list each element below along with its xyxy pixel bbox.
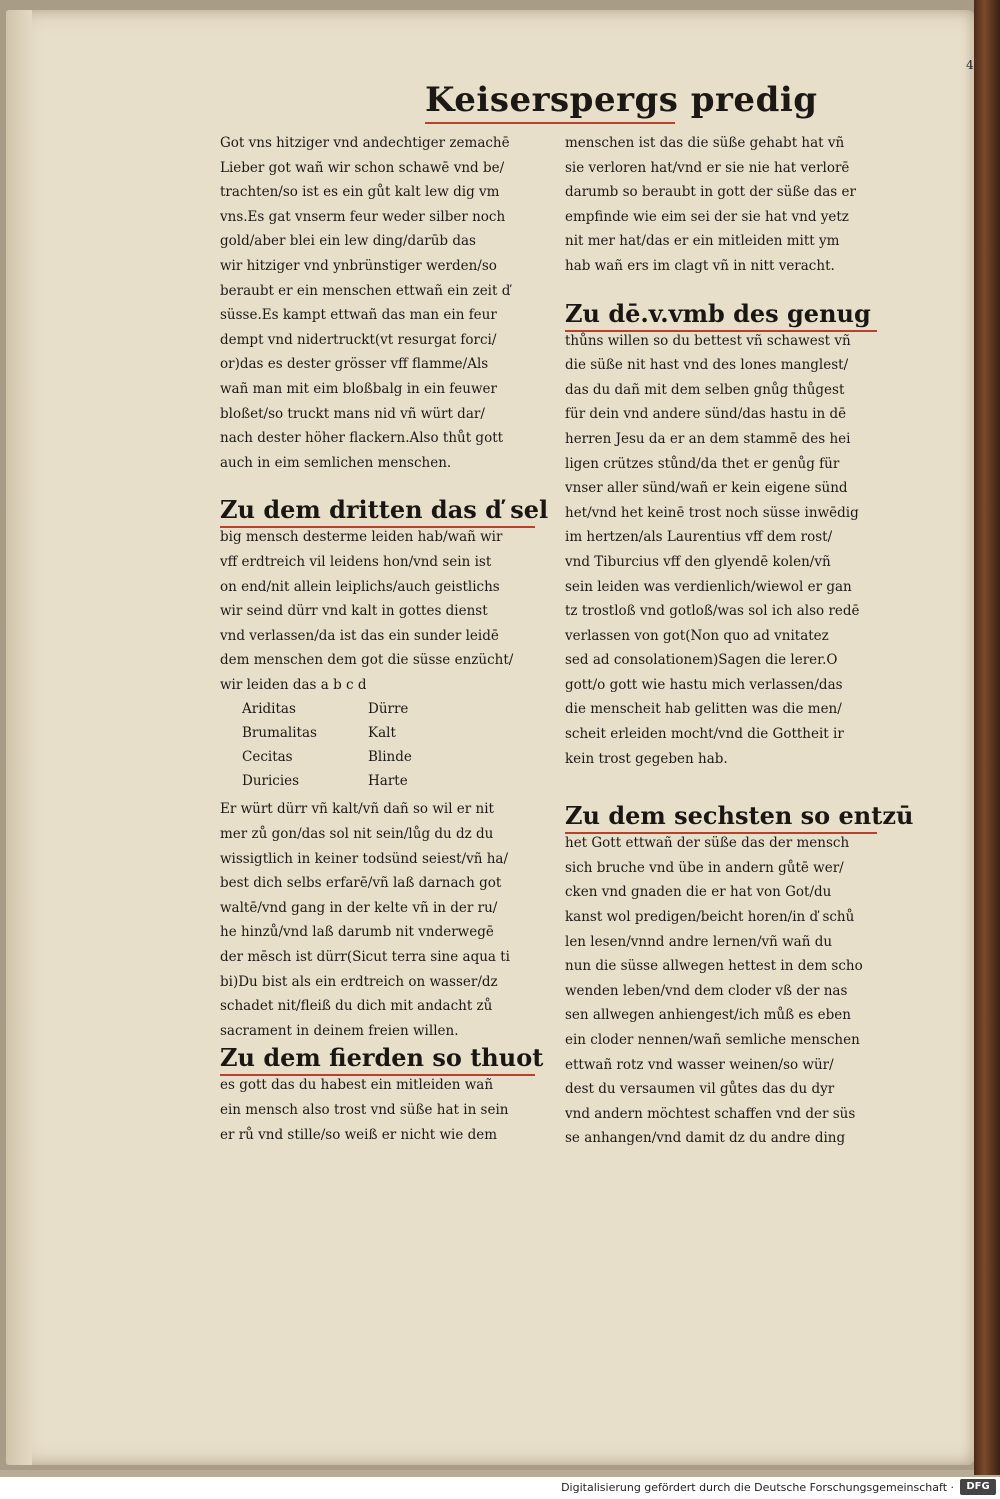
text-line: die süße nit hast vnd des lones manglest/ [565,357,849,374]
text-line: es gott das du habest ein mitleiden wañ [220,1077,494,1094]
text-line: hab wañ ers im clagt vñ in nitt veracht. [565,257,835,274]
text-line: on end/nit allein leiplichs/auch geistlichs [220,578,500,595]
left-block-3 [220,797,545,1043]
text-line: das du dañ mit dem selben gnůg thůgest [565,381,845,398]
text-line: big mensch desterme leiden hab/wañ wir [220,529,503,546]
text-line: ein mensch also trost vnd süße hat in sein [220,1102,509,1118]
left-block-1 [220,131,545,475]
right-block-3 [565,831,887,1151]
table-row [220,697,545,721]
text-line: Got vns hitziger vnd andechtiger zemachē [220,135,510,151]
german-term: Harte [368,773,408,790]
text-line: empfinde wie eim sei der sie hat vnd yetz [565,208,849,225]
heading-fourth: Zu dem fierden so thuot [220,1043,544,1073]
german-term: Kalt [368,725,396,742]
text-line: sacrament in deinem freien willen. [220,1022,459,1039]
text-line: ligen crützes stůnd/da thet er genůg für [565,455,840,472]
text-line: sein leiden was verdienlich/wiewol er gan [565,578,852,595]
text-line: sed ad consolationem)Sagen die lerer.O [565,652,838,669]
text-line: trachten/so ist es ein gůt kalt lew dig vm [220,184,500,201]
text-line: sen allwegen anhiengest/ich můß es eben [565,1007,851,1024]
latin-term: Cecitas [242,749,293,766]
text-line: verlassen von got(Non quo ad vnitatez [565,627,829,644]
text-line: he hinzů/vnd laß darumb nit vnderwegē [220,924,494,941]
text-line: vnser aller sünd/wañ er kein eigene sünd [565,480,848,497]
german-term: Blinde [368,749,412,766]
virtue-table [220,697,545,797]
text-line: scheit erleiden mocht/vnd die Gottheit ir [565,726,844,743]
latin-term: Brumalitas [242,725,317,742]
text-line: waltē/vnd gang in der kelte vñ in der ru/ [220,899,498,916]
text-line: gott/o gott wie hastu mich verlassen/das [565,676,843,693]
heading-sixth: Zu dem sechsten so entzū [565,801,914,831]
text-line: sich bruche vnd übe in andern gůtē wer/ [565,859,844,876]
book-spine [974,0,1000,1475]
text-line: best dich selbs erfarē/vñ laß darnach got [220,875,502,892]
text-line: nach dester höher flackern.Also thůt gott [220,430,504,447]
text-line: gold/aber blei ein lew ding/darūb das [220,233,476,250]
left-block-2 [220,525,545,697]
text-line: wissigtlich in keiner todsünd seiest/vñ ha/ [220,850,508,867]
text-line: ein cloder nennen/wañ semliche menschen [565,1032,860,1048]
heading-fifth: Zu dē.v.vmb des genug [565,299,887,329]
right-block-1 [565,131,887,279]
table-row [220,745,545,769]
text-line: thůns willen so du bettest vñ schawest vñ [565,332,851,349]
text-line: or)das es dester grösser vff flamme/Als [220,356,489,373]
text-line: vnd verlassen/da ist das ein sunder leidē [220,627,499,644]
text-line: het/vnd het keinē trost noch süsse inwēdig [565,504,859,521]
text-line: im hertzen/als Laurentius vff dem rost/ [565,529,833,546]
left-column [220,131,549,1147]
text-line: wir leiden das a b c d [220,676,367,693]
header-underline [425,122,675,124]
text-line: dest du versaumen vil gůtes das du dyr [565,1081,835,1098]
text-line: dem menschen dem got die süsse enzücht/ [220,652,514,669]
heading-third: Zu dem dritten das ď sel [220,495,549,525]
text-line: für dein vnd andere sünd/das hastu in dē [565,406,847,423]
left-block-4 [220,1073,545,1147]
table-row [220,769,545,793]
text-line: se anhangen/vnd damit dz du andre ding [565,1130,846,1147]
text-line: kein trost gegeben hab. [565,750,728,767]
text-line: er rů vnd stille/so weiß er nicht wie dem [220,1126,498,1143]
latin-term: Duricies [242,773,300,790]
text-line: süsse.Es kampt ettwañ das man ein feur [220,307,497,324]
table-row [220,721,545,745]
text-line: beraubt er ein menschen ettwañ ein zeit ď [220,282,511,299]
dfg-logo: DFG [960,1479,996,1495]
text-line: Er würt dürr vñ kalt/vñ dañ so wil er nit [220,801,494,818]
text-line: wenden leben/vnd dem cloder vß der nas [565,982,848,999]
text-line: Lieber got wañ wir schon schawē vnd be/ [220,159,505,176]
text-line: schadet nit/fleiß du dich mit andacht zů [220,998,493,1015]
right-block-2 [565,329,887,772]
text-line: nit mer hat/das er ein mitleiden mitt ym [565,233,840,250]
text-line: mer zů gon/das sol nit sein/lůg du dz du [220,826,494,843]
text-line: tz trostloß vnd gotloß/was sol ich also redē [565,603,860,620]
german-term: Dürre [368,701,409,718]
text-line: menschen ist das die süße gehabt hat vñ [565,135,845,151]
text-line: der mēsch ist dürr(Sicut terra sine aqua ti [220,949,510,966]
latin-term: Ariditas [242,701,296,718]
text-line: vnd Tiburcius vff den glyendē kolen/vñ [565,553,831,570]
page-marker: 4 [966,58,974,72]
text-line: herren Jesu da er an dem stammē des hei [565,430,851,447]
running-header: Keiserspergs predig [425,80,818,120]
page-edge [6,10,32,1465]
text-line: nun die süsse allwegen hettest in dem scho [565,958,863,975]
text-line: wir seind dürr vnd kalt in gottes dienst [220,603,488,620]
text-line: dempt vnd nidertruckt(vt resurgat forci/ [220,331,497,348]
text-line: vns.Es gat vnserm feur weder silber noch [220,208,506,225]
text-line: darumb so beraubt in gott der süße das er [565,184,856,201]
text-line: wir hitziger vnd ynbrünstiger werden/so [220,257,497,274]
text-line: ettwañ rotz vnd wasser weinen/so wür/ [565,1056,834,1073]
text-line: bi)Du bist als ein erdtreich on wasser/dz [220,973,498,990]
text-line: kanst wol predigen/beicht horen/in ď schů [565,909,855,926]
text-line: cken vnd gnaden die er hat von Got/du [565,884,832,901]
funding-notice: Digitalisierung gefördert durch die Deutsche Forschungsgemeinschaft · [561,1481,954,1494]
text-line: wañ man mit eim bloßbalg in ein feuwer [220,380,497,397]
right-column [565,131,914,1151]
text-line: len lesen/vnnd andre lernen/vñ wañ du [565,933,833,950]
text-line: vnd andern möchtest schaffen vnd der süs [565,1105,856,1122]
text-line: sie verloren hat/vnd er sie nie hat verlorē [565,159,850,176]
text-line: die menscheit hab gelitten was die men/ [565,701,842,718]
text-line: vff erdtreich vil leidens hon/vnd sein ist [220,553,492,570]
text-line: auch in eim semlichen menschen. [220,454,452,471]
text-line: bloßet/so truckt mans nid vñ würt dar/ [220,405,485,422]
text-line: het Gott ettwañ der süße das der mensch [565,835,850,852]
